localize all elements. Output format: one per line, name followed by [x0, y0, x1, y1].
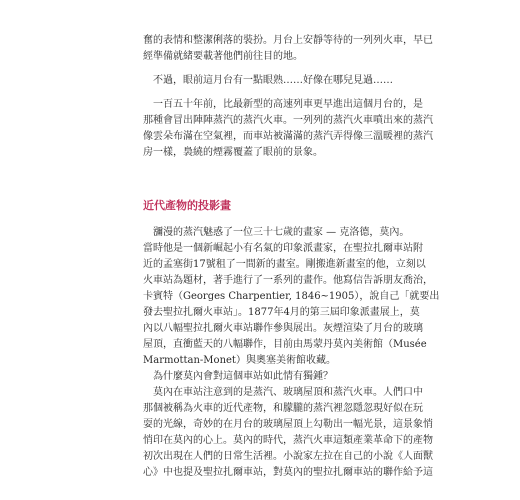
text-line: 奮的表情和整潔俐落的裝扮。月台上安靜等待的一列列火車，早已	[143, 35, 433, 46]
text-line: 不過，眼前這月台有一點眼熟……好像在哪兒見過……	[153, 75, 393, 86]
text-line: Marmottan-Monet）與奧塞美術館收藏。	[143, 355, 336, 366]
text-line: 那種會冒出陣陣蒸汽的蒸汽火車。一列列的蒸汽火車噴出來的蒸汽	[143, 115, 433, 126]
text-line: 一百五十年前，比最新型的高速列車更早進出這個月台的，是	[153, 99, 423, 110]
text-line: 為什麼莫內會對這個車站如此情有獨鍾？	[153, 371, 333, 382]
text-line: 那個被稱為火車的近代產物，和朦朧的蒸汽裡忽隱忽現好似在玩	[143, 403, 423, 414]
text-line: 近的孟塞街17號租了一間新的畫室。剛搬進新畫室的他，立刻以	[143, 259, 426, 270]
text-line: 發去聖拉扎爾火車站」。1877年4月的第三屆印象派畫展上，莫	[143, 307, 420, 318]
text-line: 像雲朵布滿在空氣裡，而車站被滿滿的蒸汽弄得像三溫暖裡的蒸汽	[143, 131, 433, 142]
section-heading: 近代產物的投影畫	[143, 199, 231, 212]
text-line: 經準備就緒要載著他們前往目的地。	[143, 51, 303, 62]
text-line: 悄印在莫內的心上。莫內的時代，蒸汽火車這類產業革命下的產物	[143, 435, 433, 446]
text-line: 屋頂，直衝藍天的八幅聯作，目前由馬蒙丹莫內美術館（Musée	[143, 339, 427, 350]
text-line: 當時他是一個新崛起小有名氣的印象派畫家，在聖拉扎爾車站附	[143, 243, 423, 254]
text-line: 內以八幅聖拉扎爾火車站聯作參與展出。灰煙渲染了月台的玻璃	[143, 323, 423, 334]
text-line: 房一樣，裊繞的煙霧覆蓋了眼前的景象。	[143, 147, 323, 158]
text-line: 瀰漫的蒸汽魅惑了一位三十七歲的畫家 — 克洛德，莫內。	[153, 227, 410, 238]
text-line: 火車站為題材，著手進行了一系列的畫作。他寫信告訴朋友喬治，	[143, 275, 433, 286]
text-line: 莫內在車站注意到的是蒸汽、玻璃屋頂和蒸汽火車。人們口中	[153, 387, 423, 398]
text-line: 心》中也提及聖拉扎爾車站，對莫內的聖拉扎爾車站的聯作給予這	[143, 467, 433, 478]
text-line: 耍的光線，奇妙的在月台的玻璃屋頂上勾勒出一幅光景，這景象悄	[143, 419, 433, 430]
text-line: 卡賓特（Georges Charpentier, 1846~1905），說自己「就要出	[143, 291, 440, 302]
text-line: 初次出現在人們的日常生活裡。小說家左拉在自己的小說《人面獸	[143, 451, 433, 462]
